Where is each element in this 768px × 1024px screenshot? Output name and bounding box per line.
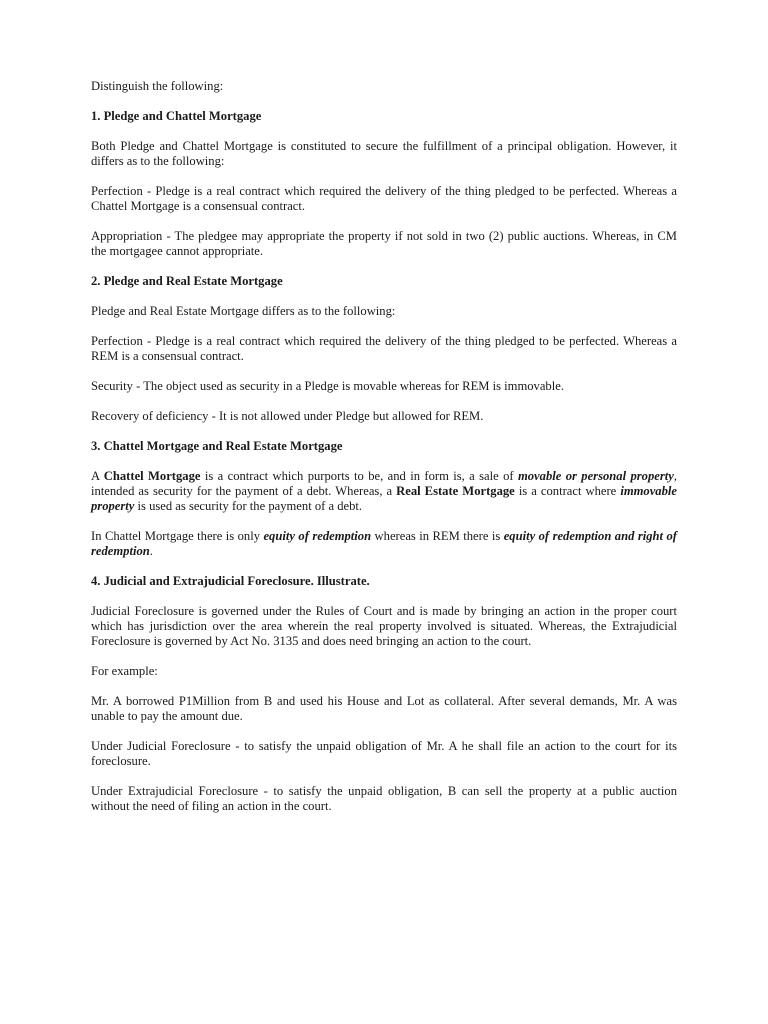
section-4-paragraph: Mr. A borrowed P1Million from B and used his House and Lot as collateral. After several demands, Mr. A was unable to pay the amount due. <box>91 694 677 723</box>
bold-italic-term: immovable property <box>91 484 677 513</box>
bold-italic-term: movable or personal property <box>517 469 674 483</box>
bold-term: Chattel Mortgage <box>103 469 201 483</box>
bold-italic-term: equity of redemption <box>263 529 372 543</box>
section-4-heading: 4. Judicial and Extrajudicial Foreclosure. Illustrate. <box>91 574 370 588</box>
section-2-paragraph: Pledge and Real Estate Mortgage differs as to the following: <box>91 304 396 318</box>
section-4-paragraph: Under Extrajudicial Foreclosure - to satisfy the unpaid obligation, B can sell the property at a public auction without the need of filing an action in the court. <box>91 784 677 813</box>
section-2-paragraph: Perfection - Pledge is a real contract which required the delivery of the thing pledged to be perfected. Whereas a REM is a consensual contract. <box>91 334 677 363</box>
text-run: , intended as security for the payment of a debt. Whereas, a <box>91 469 677 498</box>
text-run: is used as security for the payment of a debt. <box>134 499 363 513</box>
text-run: . <box>149 544 153 558</box>
text-run: whereas in REM there is <box>371 529 504 543</box>
text-run: is a contract which purports to be, and in form is, a sale of <box>200 469 518 483</box>
section-1-heading: 1. Pledge and Chattel Mortgage <box>91 109 262 123</box>
section-1-paragraph: Both Pledge and Chattel Mortgage is constituted to secure the fulfillment of a principal obligation. However, it differs as to the following: <box>91 139 677 168</box>
section-2-paragraph: Security - The object used as security in a Pledge is movable whereas for REM is immovable. <box>91 379 564 393</box>
section-3-paragraph <box>91 469 677 514</box>
text-run: is a contract where <box>514 484 621 498</box>
section-4-paragraph: Judicial Foreclosure is governed under the Rules of Court and is made by bringing an action in the proper court which has jurisdiction over the area wherein the real property involved is situated. Whereas, the Extrajudicial Foreclosure is governed by Act No. 3135 and does need bringing an action to the court. <box>91 604 677 648</box>
document-page <box>91 79 677 829</box>
section-2-paragraph: Recovery of deficiency - It is not allowed under Pledge but allowed for REM. <box>91 409 484 423</box>
section-3-heading: 3. Chattel Mortgage and Real Estate Mortgage <box>91 439 343 453</box>
intro-text: Distinguish the following: <box>91 79 224 93</box>
bold-italic-term: equity of redemption and right of redemption <box>91 529 677 558</box>
text-run: A <box>91 469 104 483</box>
section-1-paragraph: Perfection - Pledge is a real contract which required the delivery of the thing pledged to be perfected. Whereas a Chattel Mortgage is a consensual contract. <box>91 184 677 213</box>
section-3-paragraph <box>91 529 677 559</box>
bold-term: Real Estate Mortgage <box>396 484 515 498</box>
text-run: In Chattel Mortgage there is only <box>91 529 264 543</box>
section-4-paragraph: For example: <box>91 664 158 678</box>
section-1-paragraph: Appropriation - The pledgee may appropriate the property if not sold in two (2) public auctions. Whereas, in CM the mortgagee cannot appropriate. <box>91 229 677 258</box>
section-4-paragraph: Under Judicial Foreclosure - to satisfy the unpaid obligation of Mr. A he shall file an action to the court for its foreclosure. <box>91 739 677 768</box>
section-2-heading: 2. Pledge and Real Estate Mortgage <box>91 274 283 288</box>
